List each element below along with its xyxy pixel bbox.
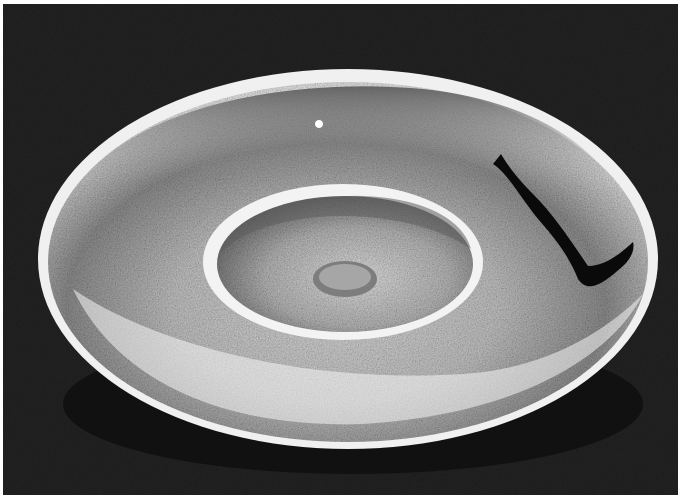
center-boss-top	[319, 264, 371, 290]
photograph	[3, 4, 678, 495]
specular-speck	[315, 120, 323, 128]
dish-illustration	[3, 4, 678, 495]
